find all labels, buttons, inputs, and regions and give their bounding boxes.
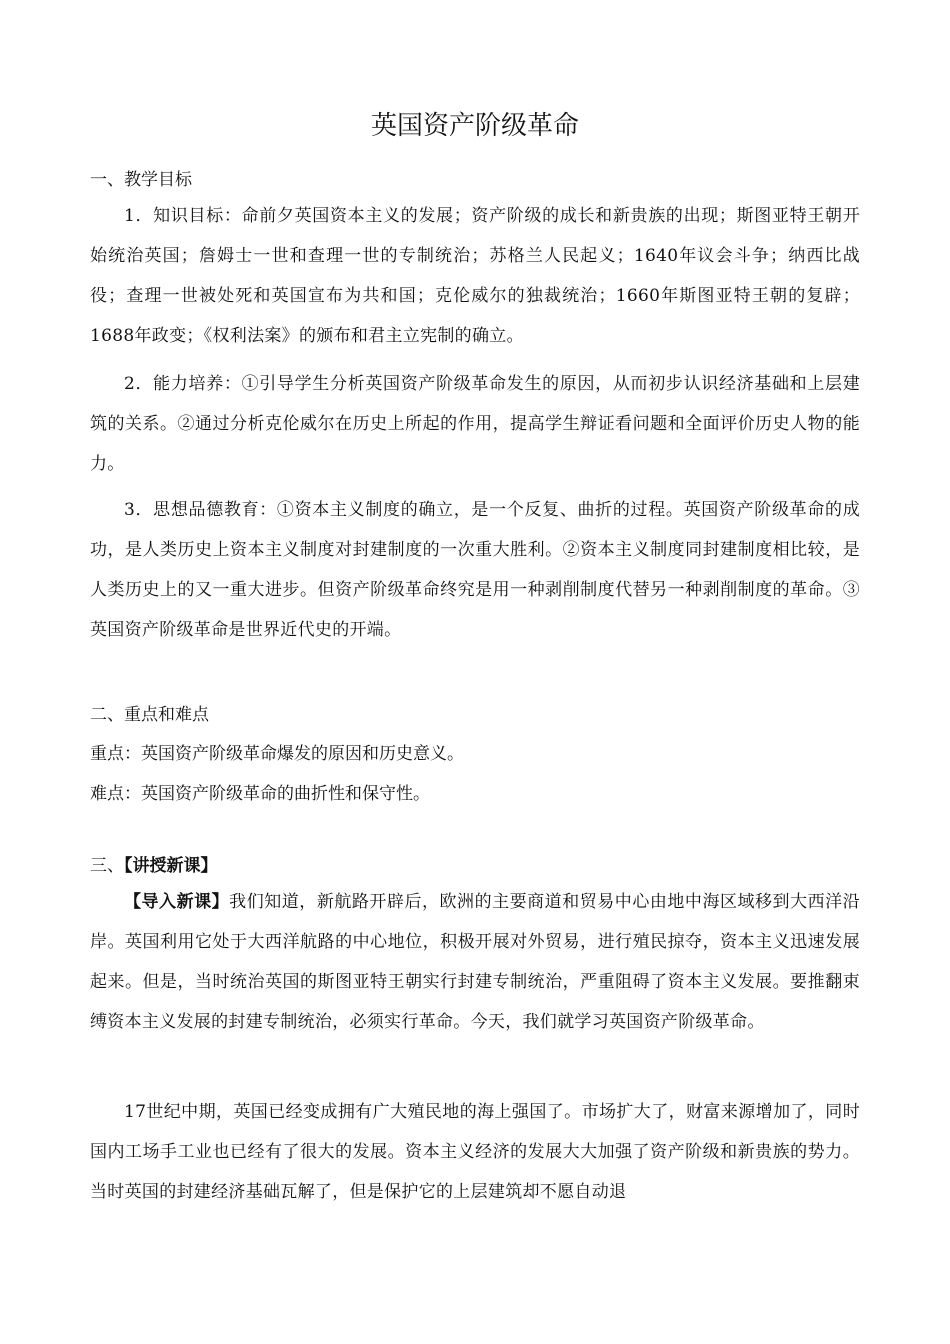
document-title: 英国资产阶级革命: [370, 111, 579, 141]
section-heading-objectives: 一、教学目标: [90, 170, 192, 190]
section-heading-key-points: 二、重点和难点: [90, 705, 209, 725]
intro-text: 我们知道，新航路开辟后，欧洲的主要商道和贸易中心由地中海区域移到大西洋沿岸。英国利用它处于大西洋航路的中心地位，积极开展对外贸易，进行殖民掠夺，资本主义迅速发展起来。但是，当时统治英国的斯图亚特王朝实行封建专制统治，严重阻碍了资本主义发展。要推翻束缚资本主义发展的封建专制统治，必须实行革命。今天，我们就学习英国资产阶级革命。: [90, 892, 860, 1032]
section-heading-bold-label: 【讲授新课】: [124, 856, 218, 876]
paragraph-moral-education: 3．思想品德教育：①资本主义制度的确立，是一个反复、曲折的过程。英国资产阶级革命的成功，是人类历史上资本主义制度对封建制度的一次重大胜利。②资本主义制度同封建制度相比较，是人类历史上的又一重大进步。但资产阶级革命终究是用一种剥削制度代替另一种剥削制度的革命。③英国资产阶级革命是世界近代史的开端。: [90, 500, 860, 640]
difficulty-line: 难点：英国资产阶级革命的曲折性和保守性。: [90, 784, 430, 804]
paragraph-17th-century: 17世纪中期，英国已经变成拥有广大殖民地的海上强国了。市场扩大了，财富来源增加了，同时国内工场手工业也已经有了很大的发展。资本主义经济的发展大大加强了资产阶级和新贵族的势力。当时英国的封建经济基础瓦解了，但是保护它的上层建筑却不愿自动退: [90, 1102, 860, 1202]
section-heading-new-lesson: [90, 854, 218, 878]
section-heading-prefix: 三、: [90, 856, 124, 876]
key-point-line: 重点：英国资产阶级革命爆发的原因和历史意义。: [90, 744, 464, 764]
intro-label: 【导入新课】: [124, 892, 230, 912]
paragraph-lesson-intro: [90, 882, 860, 1042]
paragraph-ability-training: 2．能力培养：①引导学生分析英国资产阶级革命发生的原因，从而初步认识经济基础和上层建筑的关系。②通过分析克伦威尔在历史上所起的作用，提高学生辩证看问题和全面评价历史人物的能力。: [90, 374, 860, 474]
paragraph-knowledge-objective: 1．知识目标：命前夕英国资本主义的发展；资产阶级的成长和新贵族的出现；斯图亚特王朝开始统治英国；詹姆士一世和查理一世的专制统治；苏格兰人民起义；1640年议会斗争；纳西比战役；查理一世被处死和英国宣布为共和国；克伦威尔的独裁统治；1660年斯图亚特王朝的复辟；1688年政变；《权利法案》的颁布和君主立宪制的确立。: [90, 206, 860, 346]
